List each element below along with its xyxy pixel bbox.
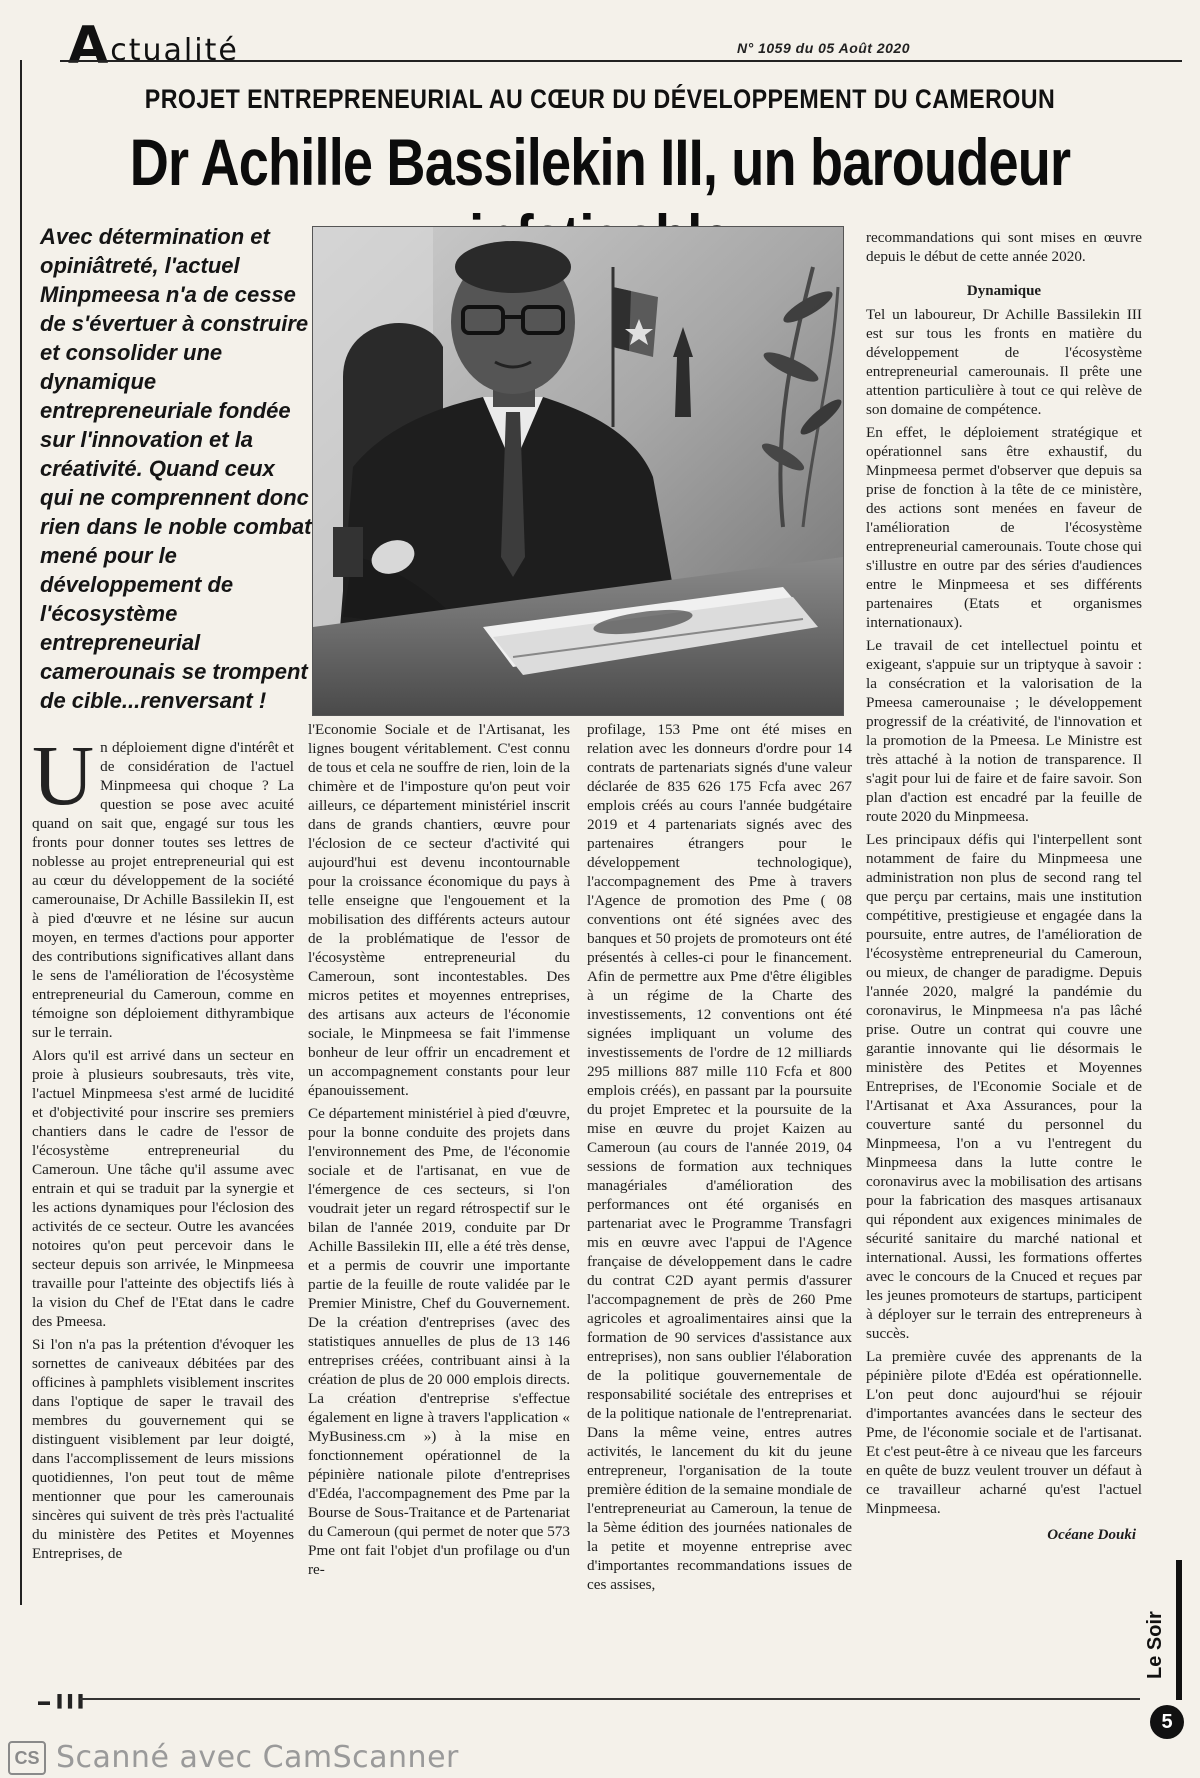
paragraph bbox=[32, 727, 294, 1042]
minister-portrait-photo bbox=[312, 226, 844, 716]
camscanner-logo-icon: CS bbox=[8, 1741, 46, 1775]
section-label: ctualité bbox=[110, 33, 239, 68]
paragraph: En effet, le déploiement stratégique et opérationnel sans être exhaustif, du Minpmeesa permet d'observer que depuis sa prise de fonction à la tête de ce ministère, des actions sont menées en faveur de l'amélioration de l'écosystème entrepreneurial camerounais. Toute chose qui s'illustre en outre par des séries d'audiences entre le Minpmeesa et ses différents partenaires (Etats et organismes internationaux). bbox=[866, 424, 1142, 631]
issue-date: N° 1059 du 05 Août 2020 bbox=[737, 40, 910, 56]
scanner-watermark bbox=[8, 1740, 459, 1775]
article-lede: Avec détermination et opiniâtreté, l'actuel Minpmeesa n'a de cesse de s'évertuer à construire et consolider une dynamique entrepreneuriale fondée sur l'innovation et la créativité. Quand ceux qui ne comprennent donc rien dans le noble combat mené pour le développement de l'écosystème entrepreneurial camerounais se trompent de cible...renversant ! bbox=[40, 224, 312, 713]
paragraph: Les principaux défis qui l'interpellent sont notamment de faire du Minpmeesa une administration non plus de second rang tel que perçu par certains, mais une institution compétitive, prestigieuse et engagée dans la poursuite, entre autres, de l'amélioration de l'écosystème entrepreneurial du Cameroun, ou mieux, de changer de paradigme. Depuis l'année 2020, malgré la pandémie du coronavirus, le Minpmeesa n'a pas lâché prise. Outre un contrat qui couvre une garantie innovante qui lie désormais le ministère des Petites et Moyennes Entreprises, de l'Economie Sociale et de l'Artisanat et Axa Assurances, pour la couverture santé du personnel du Minpmeesa, l'on a vu l'entregent du Minpmeesa dans la lutte contre le coronavirus avec la mobilisation des artisans pour la fabrication des masques artisanaux qui répondent aux exigences minimales de sécurité sanitaire du marché national et international. Aussi, les formations offertes avec le concours de la Cnuced et reçues par les jeunes promoteurs de startups, participent à déployer sur le terrain des entrepreneurs à succès. bbox=[866, 831, 1142, 1342]
article-column-3 bbox=[587, 720, 852, 1598]
scanner-text: Scanné avec CamScanner bbox=[56, 1740, 459, 1775]
paragraph: l'Economie Sociale et de l'Artisanat, les lignes bougent véritablement. C'est connu de tous et cela ne souffre de rien, loin de la chimère et de l'imposture qu'on peut voir ailleurs, ce département ministériel inscrit dans de grands chantiers, œuvre pour l'éclosion de ce secteur d'activité qui aujourd'hui est devenu incontournable pour la croissance économique du pays à telle enseigne que l'engouement et la mobilisation des différents acteurs autour de la problématique de l'essor de l'écosystème entrepreneurial du Cameroun, sont incontestables. Des micros petites et moyennes entreprises, des artisans aux acteurs de l'économie sociale, le Minpmeesa se fait l'immense bonheur de leur offrir un encadrement et un accompagnement constants pour leur épanouissement. bbox=[308, 721, 570, 1099]
section-header bbox=[68, 16, 239, 76]
article-column-4 bbox=[866, 228, 1142, 1545]
drop-cap: U bbox=[32, 727, 95, 823]
paragraph: Tel un laboureur, Dr Achille Bassilekin III est sur tous les fronts en matière du développement de l'écosystème entrepreneurial camerounais. Il prête une attention particulière à tout ce qui relève de son domaine de compétence. bbox=[866, 306, 1142, 418]
article-headline: Dr Achille Bassilekin III, un baroudeur bbox=[129, 125, 1071, 199]
article-kicker: PROJET ENTREPRENEURIAL AU CŒUR DU DÉVELOPPEMENT DU CAMEROUN bbox=[144, 84, 1056, 114]
paragraph: Si l'on n'a pas la prétention d'évoquer les sornettes de caniveaux débitées par des officines à pamphlets visiblement inscrites dans l'optique de saper le travail des membres du gouvernement qui se distinguent visiblement par leur doigté, dans l'accomplissement de leurs missions quotidiennes, l'on peut tout de même mentionner que pour les camerounais sincères qui suivent de très près l'actualité du ministère des Petites et Moyennes Entreprises, de bbox=[32, 1336, 294, 1562]
article-column-1 bbox=[32, 727, 294, 1567]
paragraph: recommandations qui sont mises en œuvre depuis le début de cette année 2020. bbox=[866, 229, 1142, 265]
portrait-illustration bbox=[313, 227, 843, 715]
footer-rule bbox=[80, 1698, 1140, 1700]
section-initial: A bbox=[68, 16, 109, 76]
left-border bbox=[20, 60, 28, 1605]
paragraph: Le travail de cet intellectuel pointu et exigeant, s'appuie sur un triptyque à savoir : la consécration et la valorisation de la Pmeesa camerounaise ; le développement progressif de la créativité, de l'innovation et la promotion de la Pmeesa. Le Ministre est très attaché à la notion de transparence. Il s'agit pour lui de faire et de faire savoir. Son plan d'action est encadré par la feuille de route 2020 du Minpmeesa. bbox=[866, 637, 1142, 825]
paragraph: profilage, 153 Pme ont été mises en relation avec les donneurs d'ordre pour 14 contrats de partenariats signés d'une valeur déclarée de 835 626 175 Fcfa avec 267 emplois créés au cours l'année budgétaire 2019 et 4 partenariats signés avec des partenaires étrangers pour le développement technologique), l'accompagnement des Pme à travers l'Agence de promotion des Pme ( 08 conventions ont été signées avec des banques et 50 projets de promoteurs ont été présentés à celles-ci pour le financement. Afin de permettre aux Pme d'être éligibles à un régime de la Charte des investissements, 12 conventions ont été signées impliquant un volume des investissements de l'ordre de 12 milliards 295 millions 887 mille 110 Fcfa et 800 emplois créés), en passant par la poursuite du projet Empretec et la poursuite de la mise en œuvre du projet Kaizen au Cameroun (au cours de l'année 2019, 04 sessions de formation aux techniques managériales d'amélioration des performances ont été organisés en partenariat avec le Programme Transfagri mis en œuvre avec l'appui de l'Agence française de développement dans le cadre du contrat C2D ayant permis d'assurer l'accompagnement de près de 260 Pme agricoles et agroalimentaires ainsi que la formation de 90 services d'assistance aux entreprises), non sans oublier l'élaboration de la politique gouvernementale de responsabilité sociétale des entreprises et de la politique nationale de l'entreprenariat. Dans la même veine, entres autres activités, le lancement du kit du jeune entrepreneur, l'organisation de la toute première édition de la semaine mondiale de l'entrepreneuriat au Cameroun, la tenue de la 5ème édition des journées nationales de la petite et moyenne entreprise avec d'importantes recommandations issues de ces assises, bbox=[587, 721, 852, 1593]
author-byline: Océane Douki bbox=[1047, 1527, 1136, 1543]
subheading: Dynamique bbox=[966, 283, 1042, 299]
paragraph: Ce département ministériel à pied d'œuvre, pour la bonne conduite des projets dans l'environnement des Pme, de l'économie sociale et de l'artisanat, en vue de l'émergence de ces secteurs, si l'on voudrait jeter un regard rétrospectif sur le bilan de l'année 2019, conduite par Dr Achille Bassilekin III, elle a été très dense, et a permis de couvrir une importante partie de la feuille de route validée par le Premier Ministre, Chef du Gouvernement. De la création d'entreprises (avec des statistiques annuelles de plus de 13 146 entreprises créées, contribuant ainsi à la création de plus de 20 000 emplois directs. La création d'entreprise s'effectue également en ligne à travers l'application « MyBusiness.cm ») à la mise en fonctionnement opérationnel de la pépinière nationale pilote d'entreprises d'Edéa, l'accompagnement des Pme par la Bourse de Sous-Traitance et de Partenariat du Cameroun (qui permet de noter que 573 Pme ont fait l'objet d'un profilage ou d'un re- bbox=[308, 1105, 570, 1578]
paragraph: Alors qu'il est arrivé dans un secteur en proie à plusieurs soubresauts, très vite, l'actuel Minpmeesa s'est armé de lucidité et d'objectivité pour inscrire ses premiers chantiers dans le cadre de l'essor de l'écosystème entrepreneurial du Cameroun. Une tâche qu'il assume avec entrain et qui se traduit par la synergie et les actions dynamiques pour l'éclosion des activités de ce secteur. Outre les avancées notoires qu'on peut percevoir dans le secteur depuis son arrivée, le Minpmeesa travaille pour l'atteinte des objectifs liés à la vision du Chef de l'Etat dans le cadre des Pmeesa. bbox=[32, 1047, 294, 1330]
paragraph-text: n déploiement digne d'intérêt et de considération de l'actuel Minpmeesa qui choque ? La question se pose avec acuité quand on sait que, engagé sur tous les fronts pour donner toutes ses lettres de noblesse au projet entrepreneurial qui est au cœur du développement de la société camerounaise, Dr Achille Bassilekin II, est à pied d'œuvre et ne lésine sur aucun moyen, en termes d'actions pour apporter des contributions significatives allant dans le sens de l'amélioration de l'écosystème entrepreneurial du Cameroun, comme en témoigne son déploiement dithyrambique sur le terrain. bbox=[32, 739, 294, 1041]
header-rule bbox=[60, 60, 1182, 62]
article-column-2 bbox=[308, 720, 570, 1583]
side-bar bbox=[1176, 1560, 1182, 1700]
footer-dash-mark: ▬ ▌▌▌ bbox=[38, 1694, 89, 1708]
paragraph: La première cuvée des apprenants de la pépinière pilote d'Edéa est opérationnelle. L'on peut donc aujourd'hui se réjouir d'importantes avancées dans le secteur des Pme, de l'économie sociale et de l'artisanat. Et c'est peut-être à ce niveau que les farceurs en quête de buzz veulent trouver un défaut à ce travailleur acharné qu'est l'actuel Minpmeesa. bbox=[866, 1348, 1142, 1517]
page-number: 5 bbox=[1150, 1705, 1184, 1739]
publication-name: Le Soir bbox=[1144, 1611, 1166, 1679]
